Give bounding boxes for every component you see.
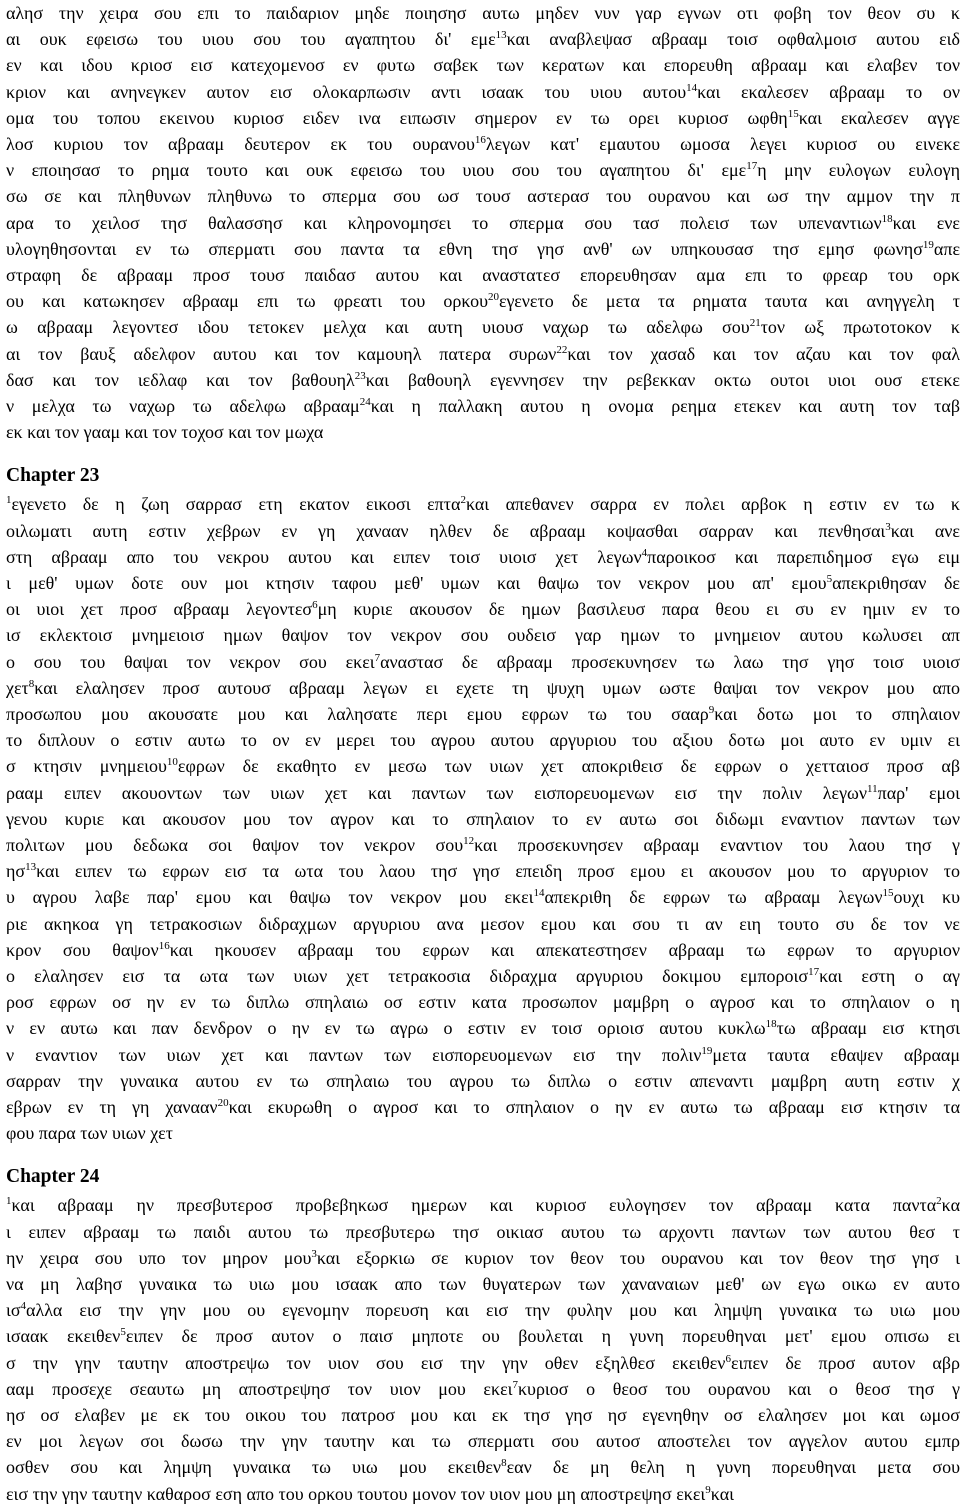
text-line: ισ εκλεκτοισ μνημειοισ ημων θαψον τον νεκρον σου ουδεισ γαρ ημων το μνημειον αυτου κωλυσει απ xyxy=(6,625,960,646)
text-line: υλογηθησονται εν τω σπερματι σου παντα τα εθνη τησ γησ ανθ' ων υπηκουσασ τησ εμησ φωνησ$^{19}$απε xyxy=(6,238,960,259)
text-line: εβρων εν τη γη χανααν$^{20}$και εκυρωθη ο αγροσ και το σπηλαιον ο ην εν αυτω τω αβρααμ εισ κτησιν τα xyxy=(6,1097,960,1117)
verse-number: 14 xyxy=(686,81,698,94)
text-line: ην χειρα σου υπο τον μηρον μου$^3$και εξορκιω σε κυριον τον θεον του ουρανου και τον θεον τησ γησ ι xyxy=(6,1247,960,1268)
text-line: λοσ κυριου τον αβρααμ δευτερον εκ του ουρανου$^{16}$λεγων κατ' εμαυτου ωμοσα λεγει κυριοσ ου εινεκε xyxy=(6,134,960,154)
verse-number: 14 xyxy=(533,887,545,900)
chapter-heading: Chapter 24 xyxy=(6,1166,100,1188)
text-line: $\eta\sigma^{13}\kappa\alpha\iota$ ειπεν τω εφρων εισ τα ωτα του λαου τησ γησ επειδη προσ εμου ει ακουσον μου το αργυριον το xyxy=(6,861,960,882)
text-line: ου και κατωκησεν αβρααμ επι τω φρεατι του ορκου$^{20}$εγενετο δε μετα τα ρηματα ταυτα και ανηγγελη τ xyxy=(6,291,960,312)
verse-number: 2 xyxy=(460,494,466,507)
verse-number: 22 xyxy=(556,343,568,356)
text-line: ι ειπεν αβρααμ τω παιδι αυτου τω πρεσβυτερω τησ οικιασ αυτου τω αρχοντι παντων των αυτου θεσ τ xyxy=(6,1221,960,1242)
verse-number: 12 xyxy=(463,835,475,847)
verse-number: 1 xyxy=(6,1195,12,1208)
verse-number: 3 xyxy=(885,520,891,533)
verse-number: 4 xyxy=(641,546,648,559)
text-line: ν μελχα τω ναχωρ τω αδελφω αβρααμ$^{24}$και η παλλακη αυτου η ονομα ρεημα ετεκεν και αυτη τον ταβ xyxy=(6,396,960,416)
verse-number: 10 xyxy=(166,756,178,769)
text-line: ν εποιησασ το ρημα τουτο και ουκ εφεισω του υιου σου του αγαπητου δι' εμε$^{17}$η μην ευλογων ευλογη xyxy=(6,160,960,181)
verse-number: 24 xyxy=(359,396,371,408)
text-line: ρααμ ειπεν ακουοντων των υιων χετ και παντων των εισπορευομενων εισ την πολιν λεγων$^{11}$παρ' εμοι xyxy=(6,782,960,803)
text-line: ο σου του θαψαι τον νεκρον σου εκει$^7$αναστασ δε αβρααμ προσεκυνησεν τω λαω τησ γησ τοισ υιοισ xyxy=(6,651,960,672)
verse-number: 18 xyxy=(881,212,893,225)
text-line: στη αβρααμ απο του νεκρου αυτου και ειπεν τοισ υιοισ χετ λεγων$^4$παροικοσ και παρεπιδημοσ εγω ειμ xyxy=(6,546,960,567)
verse-number: 6 xyxy=(725,1352,731,1365)
verse-number: 16 xyxy=(474,134,486,146)
verse-number: 1 xyxy=(6,494,12,507)
verse-number: 13 xyxy=(25,861,37,874)
text-line: ν εναντιον των υιων χετ και παντων των εισπορευομενων εισ την πολιν$^{19}$μετα ταυτα εθαψεν αβρααμ xyxy=(6,1044,960,1065)
text-line: υ αγρου λαβε παρ' εμου και θαψω τον νεκρον μου εκει$^{14}$απεκριθη δε εφρων τω αβρααμ λεγων$^{15}$ουχι κυ xyxy=(6,887,960,908)
verse-number: 5 xyxy=(826,573,833,585)
verse-number: 21 xyxy=(749,317,761,330)
verse-number: 11 xyxy=(867,782,878,795)
text-line: εκ και τον γααμ και τον τοχοσ και τον μωχα xyxy=(6,422,324,443)
text-line: στραφη δε αβρααμ προσ τουσ παιδασ αυτου και αναστατεσ επορευθησαν αμα επι το φρεαρ του ορκ xyxy=(6,265,960,285)
text-line: να μη λαβησ γυναικα τω υιω μου ισαακ απο των θυγατερων των χαναναιων μεθ' ων εγω οικω εν αυτο xyxy=(6,1274,960,1294)
verse-number: 18 xyxy=(765,1018,777,1031)
verse-number: 17 xyxy=(746,160,758,173)
text-line: σαρραν την γυναικα αυτου εν τω σπηλαιω του αγρου τω διπλω ο εστιν απεναντι μαμβρη αυτη εστιν χ xyxy=(6,1070,960,1091)
text-line: ροσ εφρων οσ ην εν τω διπλω σπηλαιω οσ εστιν κατα προσωπον μαμβρη ο αγροσ και το σπηλαιον ο η xyxy=(6,992,960,1013)
verse-number: 23 xyxy=(354,369,366,382)
verse-number: 15 xyxy=(787,107,799,120)
text-line: δασ και τον ιεδλαφ και τον βαθουηλ$^{23}$και βαθουηλ εγεννησεν την ρεβεκκαν οκτω ουτοι υιοι ουσ ετεκε xyxy=(6,369,960,390)
verse-number: 5 xyxy=(120,1326,126,1339)
text-line: αι ουκ εφεισω του υιου σου του αγαπητου δι' εμε$^{13}$και αναβλεψασ αβρααμ τοισ οφθαλμοισ αυτου ειδ xyxy=(6,29,960,50)
verse-number: 7 xyxy=(374,651,381,664)
verse-number: 9 xyxy=(705,1483,711,1496)
text-line: αρα το χειλοσ τησ θαλασσησ και κληρονομησει το σπερμα σου τασ πολεισ των υπεναντιων$^{18}$και ενε xyxy=(6,212,960,233)
verse-number: 8 xyxy=(28,677,35,690)
text-line: εν και ιδου κριοσ εισ κατεχομενοσ εν φυτω σαβεκ των κερατων και επορευθη αβρααμ και ελαβεν τον xyxy=(6,55,960,76)
text-line: ισαακ εκειθεν$^5$ειπεν δε προσ αυτον ο παισ μηποτε ου βουλεται η γυνη πορευθηναι μετ' εμου οπισω ει xyxy=(6,1326,960,1347)
text-line: $^1$και αβρααμ ην πρεσβυτεροσ προβεβηκωσ ημερων και κυριοσ ευλογησεν τον αβρααμ κατα παντα$^2$κα xyxy=(6,1195,960,1216)
text-line: χετ$^8$και ελαλησεν προσ αυτουσ αβρααμ λεγων ει εχετε τη ψυχη υμων ωστε θαψαι τον νεκρον μου απο xyxy=(6,677,960,698)
text-line: ω αβρααμ λεγοντεσ ιδου τετοκεν μελχα και αυτη υιουσ ναχωρ τω αδελφω σου$^{21}$τον ωξ πρωτοτοκον κ xyxy=(6,317,960,338)
text-line: $\iota\sigma^4\alpha\lambda\lambda\alpha$ εισ την γην μου ου εγενομην πορευση και εισ την φυλην μου και λημψη γυναικα τω υιω μου xyxy=(6,1300,960,1321)
text-line: γενου κυριε και ακουσον μου τον αγρον και το σπηλαιον το εν αυτω σοι διδωμι εναντιον παντων των xyxy=(6,808,960,829)
text-line: εισ την γην ταυτην καθαροσ εση απο του ορκου τουτου μονον τον υιον μου μη αποστρεψησ εκει$^9$και xyxy=(6,1483,734,1504)
text-line: πολιτων μου δεδωκα σοι θαψον τον νεκρον σου$^{12}$και προσεκυνησεν αβρααμ εναντιον του λαου τησ γ xyxy=(6,835,960,855)
text-line: οιλωματι αυτη εστιν χεβρων εν γη χανααν ηλθεν δε αβρααμ κοψασθαι σαρραν και πενθησαι$^3$και ανε xyxy=(6,520,960,541)
text-line: κρον σου θαψον$^{16}$και ηκουσεν αβρααμ του εφρων και απεκατεστησεν αβρααμ τω εφρων το αργυριον xyxy=(6,939,960,960)
verse-number: 4 xyxy=(20,1300,27,1313)
verse-number: 20 xyxy=(217,1097,229,1109)
verse-number: 9 xyxy=(708,704,715,716)
text-line: σω σε και πληθυνων πληθυνω το σπερμα σου ωσ τουσ αστερασ του ουρανου και ωσ την αμμον την π xyxy=(6,186,960,207)
text-line: οι υιοι χετ προσ αβρααμ λεγοντεσ$^6$μη κυριε ακουσον δε ημων βασιλευσ παρα θεου ει συ εν ημιν εν το xyxy=(6,599,960,620)
text-line: αι τον βαυξ αδελφον αυτου και τον καμουηλ πατερα συρων$^{22}$και τον χασαδ και τον αζαυ και τον φαλ xyxy=(6,343,960,364)
text-line: φου παρα των υιων χετ xyxy=(6,1123,173,1144)
text-line: σ την γην ταυτην αποστρεψω τον υιον σου εισ την γην οθεν εξηλθεσ εκειθεν$^6$ειπεν δε προσ αυτον αβρ xyxy=(6,1352,960,1373)
text-line: το διπλουν ο εστιν αυτω το ον εν μερει του αγρου αυτου αργυριου του αξιου δοτω μοι αυτο εν υμιν ει xyxy=(6,730,960,751)
text-line: αλησ την χειρα σου επι το παιδαριον μηδε ποιησησ αυτω μηδεν νυν γαρ εγνων οτι φοβη τον θεον συ κ xyxy=(6,3,960,23)
text-line: ο ελαλησεν εισ τα ωτα των υιων χετ τετρακοσια διδραχμα αργυριου δοκιμου εμποροισ$^{17}$και εστη ο αγ xyxy=(6,966,960,986)
text-line: ριε ακηκοα γη τετρακοσιων διδραχμων αργυριου ανα μεσον εμου και σου τι αν ειη τουτο συ δε τον νε xyxy=(6,913,960,934)
verse-number: 16 xyxy=(158,939,170,952)
text-line: εν μοι λεγων σοι δωσω την γην ταυτην και τω σπερματι σου αυτοσ αποστελει τον αγγελον αυτου εμπρ xyxy=(6,1431,960,1452)
verse-number: 13 xyxy=(495,29,507,42)
verse-number: 20 xyxy=(488,291,499,304)
text-line: οσθεν σου και λημψη γυναικα τω υιω μου εκειθεν$^8$εαν δε μη θελη η γυνη πορευθηναι μετα σου xyxy=(6,1457,960,1478)
text-line: ν εν αυτω και παν δενδρον ο ην εν τω αγρω ο εστιν εν τοισ οριοισ αυτου κυκλω$^{18}$τω αβρααμ εισ κτησι xyxy=(6,1018,960,1039)
verse-number: 17 xyxy=(808,966,820,978)
verse-number: 19 xyxy=(701,1044,713,1057)
verse-number: 2 xyxy=(936,1195,942,1208)
text-line: ησ οσ ελαβεν με εκ του οικου του πατροσ μου και εκ τησ γησ ησ εγενηθην οσ ελαλησεν μοι και ωμοσ xyxy=(6,1405,960,1425)
verse-number: 6 xyxy=(312,599,318,612)
verse-number: 19 xyxy=(922,238,934,251)
text-line: σ κτησιν μνημειου$^{10}$εφρων δε εκαθητο εν μεσω των υιων χετ αποκριθεισ δε εφρων ο χετταιοσ προσ αβ xyxy=(6,756,960,777)
text-line: $^1$εγενετο δε η ζωη σαρρασ ετη εκατον εικοσι επτα$^2$και απεθανεν σαρρα εν πολει αρβοκ η εστιν εν τω κ xyxy=(6,494,960,515)
chapter-heading: Chapter 23 xyxy=(6,465,100,487)
text-line: κριον και ανηνεγκεν αυτον εισ ολοκαρπωσιν αντι ισαακ του υιου αυτου$^{14}$και εκαλεσεν αβρααμ το ον xyxy=(6,81,960,102)
verse-number: 15 xyxy=(882,887,894,900)
verse-number: 7 xyxy=(512,1378,518,1391)
verse-number: 3 xyxy=(311,1247,317,1260)
text-line: ομα του τοπου εκεινου κυριοσ ειδεν ινα ειπωσιν σημερον εν τω ορει κυριοσ ωφθη$^{15}$και εκαλεσεν αγγε xyxy=(6,107,960,128)
text-line: ααμ προσεχε σεαυτω μη αποστρεψησ τον υιον μου εκει$^7$κυριοσ ο θεοσ του ουρανου και ο θεοσ τησ γ xyxy=(6,1378,960,1399)
text-line: προσωπου μου ακουσατε μου και λαλησατε περι εμου εφρων τω του σααρ$^9$και δοτω μοι το σπηλαιον xyxy=(6,704,960,724)
text-line: ι μεθ' υμων δοτε ουν μοι κτησιν ταφου μεθ' υμων και θαψω τον νεκρον μου απ' εμου$^5$απεκριθησαν δε xyxy=(6,573,960,593)
verse-number: 8 xyxy=(501,1457,507,1470)
